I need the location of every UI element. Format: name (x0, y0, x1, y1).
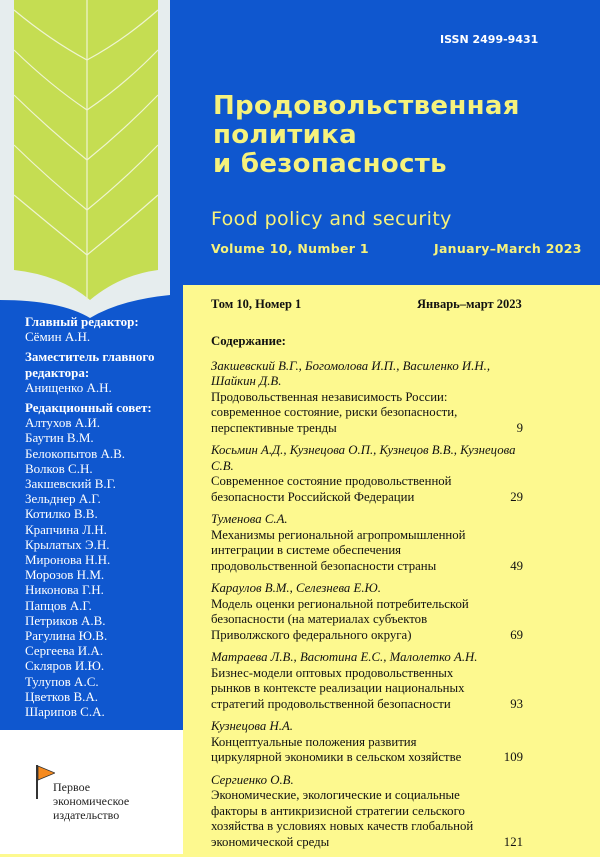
council-label: Редакционный совет: (25, 400, 152, 416)
toc-entry[interactable] (211, 719, 523, 766)
board-member: Миронова Н.Н. (25, 552, 111, 568)
entry-authors: Закшевский В.Г., Богомолова И.П., Василенко И.Н., Шайкин Д.В. (211, 358, 491, 388)
board-member: Никонова Г.Н. (25, 582, 104, 598)
entry-title: Продовольственная независимость России: современное состояние, риски безопасности, перспективные тренды (211, 389, 458, 435)
issn: ISSN 2499-9431 (440, 33, 539, 46)
entry-authors: Матраева Л.В., Васютина Е.С., Малолетко А.Н. (211, 650, 478, 664)
leaf-book-emblem (0, 0, 178, 320)
journal-title-en: Food policy and security (211, 208, 452, 230)
entry-authors: Караулов В.М., Селезнева Е.Ю. (211, 581, 381, 595)
entry-authors: Туменова С.А. (211, 512, 288, 526)
entry-page: 69 (510, 627, 523, 642)
board-member: Волков С.Н. (25, 460, 93, 476)
entry-authors: Кузнецова Н.А. (211, 719, 293, 733)
toc-entry[interactable] (211, 443, 523, 505)
board-member: Баутин В.М. (25, 430, 94, 446)
board-member: Закшевский В.Г. (25, 476, 116, 492)
toc-entry[interactable] (211, 581, 523, 643)
board-member: Котилко В.В. (25, 506, 98, 522)
entry-page: 93 (510, 696, 523, 711)
publisher-line: экономическое (53, 794, 130, 808)
contents-heading: Содержание: (211, 334, 286, 348)
entry-page: 121 (503, 834, 523, 849)
entry-authors: Косьмин А.Д., Кузнецова О.П., Кузнецов В.В., Кузнецова С.В. (211, 443, 516, 473)
entry-authors: Сергиенко О.В. (211, 772, 294, 787)
deputy-editor: Анищенко А.Н. (25, 379, 112, 395)
board-member: Крылатых Э.Н. (25, 536, 110, 552)
volume-en: Volume 10, Number 1 (211, 241, 369, 256)
board-member: Тулупов А.С. (25, 673, 99, 689)
chief-label: Главный редактор: (25, 314, 139, 329)
date-ru: Январь–март 2023 (417, 297, 522, 311)
chief-editor: Сёмин А.Н. (25, 329, 91, 345)
toc-entry[interactable] (211, 512, 523, 574)
date-en: January–March 2023 (434, 241, 582, 256)
board-member: Петриков А.В. (25, 612, 106, 628)
entry-title: Экономические, экологические и социальные факторы в антикризисной стратегии сельского хозяйства в условиях новых качеств глобальной экономической среды (211, 788, 474, 849)
title-line: и безопасность (213, 149, 447, 179)
toc-entry[interactable] (211, 359, 523, 437)
entry-title: Механизмы региональной агропромышленной интеграции в системе обеспечения продовольственной безопасности страны (211, 527, 466, 573)
entry-page: 49 (510, 558, 523, 573)
volume-ru: Том 10, Номер 1 (211, 297, 302, 311)
board-member: Алтухов А.И. (25, 415, 101, 431)
title-line: политика (213, 120, 357, 150)
board-member: Папцов А.Г. (25, 597, 92, 613)
board-member: Сергеева И.А. (25, 643, 104, 659)
entry-page: 29 (510, 489, 523, 504)
deputy-label: Заместитель главного редактора: (25, 349, 155, 380)
entry-title: Концептуальные положения развития циркулярной экономики в сельском хозяйстве (211, 734, 462, 764)
board-member: Шарипов С.А. (25, 704, 105, 720)
entry-page: 109 (503, 750, 523, 764)
publisher-name (53, 780, 129, 822)
table-of-contents (211, 334, 523, 857)
toc-entry[interactable] (211, 773, 523, 851)
board-member: Скляров И.Ю. (25, 658, 105, 674)
board-member: Белокопытов А.В. (25, 445, 126, 461)
entry-page: 9 (516, 420, 523, 435)
toc-entry[interactable] (211, 650, 523, 712)
journal-title-ru (213, 92, 520, 179)
editorial-board (25, 314, 175, 719)
publisher-line: Первое (53, 780, 91, 794)
board-member: Рагулина Ю.В. (25, 628, 108, 644)
entry-title: Бизнес-модели оптовых продовольственных рынков в контексте реализации национальных стратегий продовольственной безопасности (211, 665, 465, 711)
entry-title: Современное состояние продовольственной безопасности Российской Федерации (211, 474, 452, 504)
title-line: Продовольственная (213, 91, 520, 121)
flag-icon (35, 763, 55, 803)
board-member: Цветков В.А. (25, 688, 99, 704)
board-member: Зельднер А.Г. (25, 491, 101, 507)
board-member: Крапчина Л.Н. (25, 521, 107, 537)
entry-title: Модель оценки региональной потребительской безопасности (на материалах субъектов Приволжского федерального округа) (211, 596, 469, 642)
publisher-line: издательство (53, 808, 120, 822)
board-member: Морозов Н.М. (25, 567, 105, 583)
